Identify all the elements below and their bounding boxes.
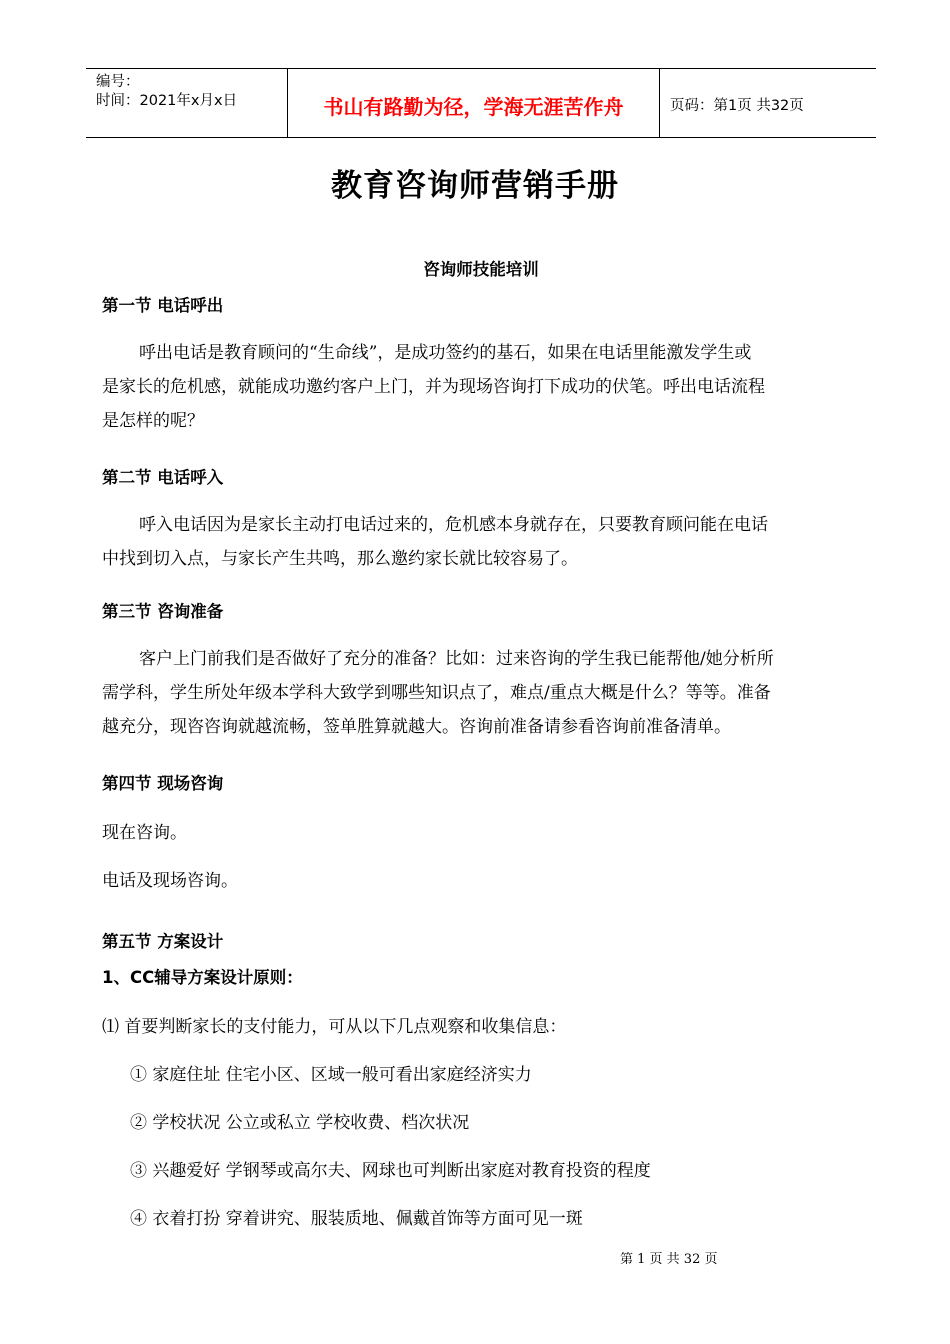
- document-subtitle: 咨询师技能培训: [423, 260, 539, 279]
- criteria-item: ③ 兴趣爱好 学钢琴或高尔夫、网球也可判断出家庭对教育投资的程度: [130, 1161, 651, 1181]
- section-5-heading: 第五节 方案设计: [102, 932, 224, 951]
- section-3-heading: 第三节 咨询准备: [102, 602, 224, 621]
- page-footer: 第 1 页 共 32 页: [620, 1252, 718, 1267]
- section-4-line-1: 现在咨询。: [102, 823, 187, 843]
- number-label: 编号：: [96, 74, 140, 90]
- criteria-item: ② 学校状况 公立或私立 学校收费、档次状况: [130, 1113, 470, 1133]
- criteria-item: ④ 衣着打扮 穿着讲究、服装质地、佩戴首饰等方面可见一斑: [130, 1209, 583, 1229]
- section-2-body: [102, 508, 872, 576]
- section-3-line: 客户上门前我们是否做好了充分的准备？比如：过来咨询的学生我已能帮他/她分析所: [139, 649, 774, 669]
- section-3-body: [102, 642, 872, 744]
- section-1-line: 是家长的危机感，就能成功邀约客户上门，并为现场咨询打下成功的伏笔。呼出电话流程: [102, 377, 765, 397]
- section-2-line: 中找到切入点，与家长产生共鸣，那么邀约家长就比较容易了。: [102, 549, 578, 569]
- criteria-item: ① 家庭住址 住宅小区、区域一般可看出家庭经济实力: [130, 1065, 532, 1085]
- section-3-line: 越充分，现咨咨询就越流畅，签单胜算就越大。咨询前准备请参看咨询前准备清单。: [102, 717, 731, 737]
- section-1-line: 呼出电话是教育顾问的“生命线”，是成功签约的基石，如果在电话里能激发学生或: [139, 343, 752, 363]
- section-3-line: 需学科，学生所处年级本学科大致学到哪些知识点了，难点/重点大概是什么？等等。准备: [102, 683, 771, 703]
- header-page-info: 页码：第1页 共32页: [670, 97, 804, 114]
- section-4-line-2: 电话及现场咨询。: [102, 871, 238, 891]
- section-5-subheading: 1、CC辅导方案设计原则：: [102, 968, 303, 987]
- header-motto: 书山有路勤为径，学海无涯苦作舟: [288, 69, 660, 137]
- section-4-heading: 第四节 现场咨询: [102, 774, 224, 793]
- section-2-line: 呼入电话因为是家长主动打电话过来的，危机感本身就存在，只要教育顾问能在电话: [139, 515, 768, 535]
- time-label: 时间：2021年x月x日: [96, 93, 238, 109]
- section-5-point-1: ⑴ 首要判断家长的支付能力，可从以下几点观察和收集信息：: [102, 1017, 567, 1037]
- section-1-heading: 第一节 电话呼出: [102, 296, 224, 315]
- header-meta-cell: [86, 69, 288, 137]
- section-1-body: [102, 336, 872, 438]
- section-1-line: 是怎样的呢？: [102, 411, 204, 431]
- section-2-heading: 第二节 电话呼入: [102, 468, 224, 487]
- document-title: 教育咨询师营销手册: [331, 168, 619, 204]
- page-header: [86, 68, 876, 138]
